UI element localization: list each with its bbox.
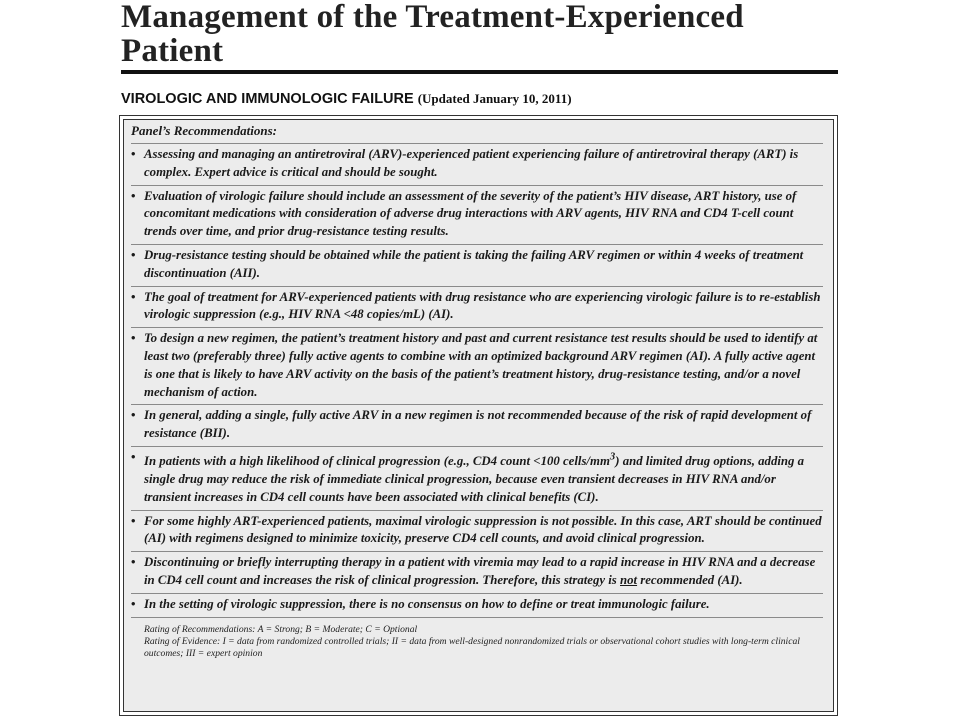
ratings-footnote <box>131 617 823 660</box>
recommendation-text: Assessing and managing an antiretroviral (ARV)-experienced patient experiencing failure of antiretroviral therapy (ART) is complex. Expert advice is critical and should be sought. <box>144 147 799 179</box>
rating-of-evidence: Rating of Evidence: I = data from randomized controlled trials; II = data from well-designed nonrandomized trials or observational cohort studies with long-term clinical outcomes; III = expert opinion <box>144 635 800 659</box>
rating-of-recommendations: Rating of Recommendations: A = Strong; B = Moderate; C = Optional <box>144 623 418 635</box>
recommendation-item <box>131 446 823 510</box>
recommendation-item <box>131 143 823 185</box>
title-divider <box>121 70 838 74</box>
recommendation-item <box>131 286 823 328</box>
recommendation-item <box>131 510 823 552</box>
recommendation-text <box>144 451 805 504</box>
bullet-icon: • <box>131 331 136 346</box>
bullet-icon: • <box>131 513 136 528</box>
section-updated-date: (Updated January 10, 2011) <box>417 91 572 106</box>
recommendation-text-part: In patients with a high likelihood of clinical progression (e.g., CD4 count <100 cells/mm <box>144 454 610 469</box>
recommendation-item <box>131 404 823 446</box>
bullet-icon: • <box>131 188 136 203</box>
recommendation-text-part: Discontinuing or briefly interrupting therapy in a patient with viremia may lead to a rapid increase in HIV RNA and a decrease in CD4 cell count and increases the risk of clinical progression. Therefore, this strategy is <box>144 555 816 587</box>
bullet-icon: • <box>131 408 136 423</box>
recommendation-item <box>131 244 823 286</box>
recommendations-list <box>131 143 823 617</box>
recommendation-text-part: ) and limited drug options, adding a single drug may reduce the risk of immediate clinical progression, because even transient decreases in HIV RNA and/or transient increases in CD4 cell counts have been associated with clinical benefits (CI). <box>144 454 805 504</box>
bullet-icon: • <box>131 449 136 464</box>
recommendation-text: Evaluation of virologic failure should include an assessment of the severity of the patient’s HIV disease, ART history, use of concomitant medications with consideration of adverse drug interactions with ARV agents, HIV RNA and CD4 T-cell count trends over time, and prior drug-resistance testing results. <box>144 188 797 239</box>
recommendations-panel-inner <box>123 119 834 712</box>
recommendation-text <box>144 555 815 587</box>
section-heading: VIROLOGIC AND IMMUNOLOGIC FAILURE <box>121 91 414 107</box>
bullet-icon: • <box>131 147 136 161</box>
recommendation-text: In the setting of virologic suppression, there is no consensus on how to define or treat immunologic failure. <box>144 596 710 611</box>
recommendation-item <box>131 327 823 404</box>
panel-heading: Panel’s Recommendations: <box>131 123 278 138</box>
bullet-icon: • <box>131 247 136 262</box>
recommendation-item <box>131 185 823 244</box>
page-title: Management of the Treatment-Experienced Patient <box>121 0 744 69</box>
recommendation-text: Drug-resistance testing should be obtained while the patient is taking the failing ARV regimen or within 4 weeks of treatment discontinuation (AII). <box>144 247 804 280</box>
bullet-icon: • <box>131 596 136 611</box>
section-header <box>121 90 841 108</box>
bullet-icon: • <box>131 555 136 570</box>
recommendation-text: In general, adding a single, fully active ARV in a new regimen is not recommended because of the risk of rapid development of resistance (BII). <box>144 408 812 441</box>
recommendation-item <box>131 551 823 593</box>
recommendations-panel <box>119 115 838 716</box>
superscript: 3 <box>609 451 616 463</box>
recommendation-text-part: recommended (AI). <box>637 573 743 587</box>
recommendation-text: For some highly ART-experienced patients, maximal virologic suppression is not possible. In this case, ART should be continued (AI) with regimens designed to minimize toxicity, preserve CD4 cell counts, and avoid clinical progression. <box>144 513 822 546</box>
recommendation-text: To design a new regimen, the patient’s treatment history and past and current resistance test results should be used to identify at least two (preferably three) fully active agents to combine with an optimized background ARV regimen (AI). A fully active agent is one that is likely to have ARV activity on the basis of the patient’s treatment history, drug-resistance testing, and/or a novel mechanism of action. <box>144 331 818 399</box>
recommendation-text: The goal of treatment for ARV-experienced patients with drug resistance who are experiencing virologic failure is to re-establish virologic suppression (e.g., HIV RNA <48 copies/mL) (AI). <box>144 289 821 322</box>
bullet-icon: • <box>131 289 136 304</box>
recommendation-item <box>131 593 823 617</box>
underlined-text: not <box>620 573 638 587</box>
